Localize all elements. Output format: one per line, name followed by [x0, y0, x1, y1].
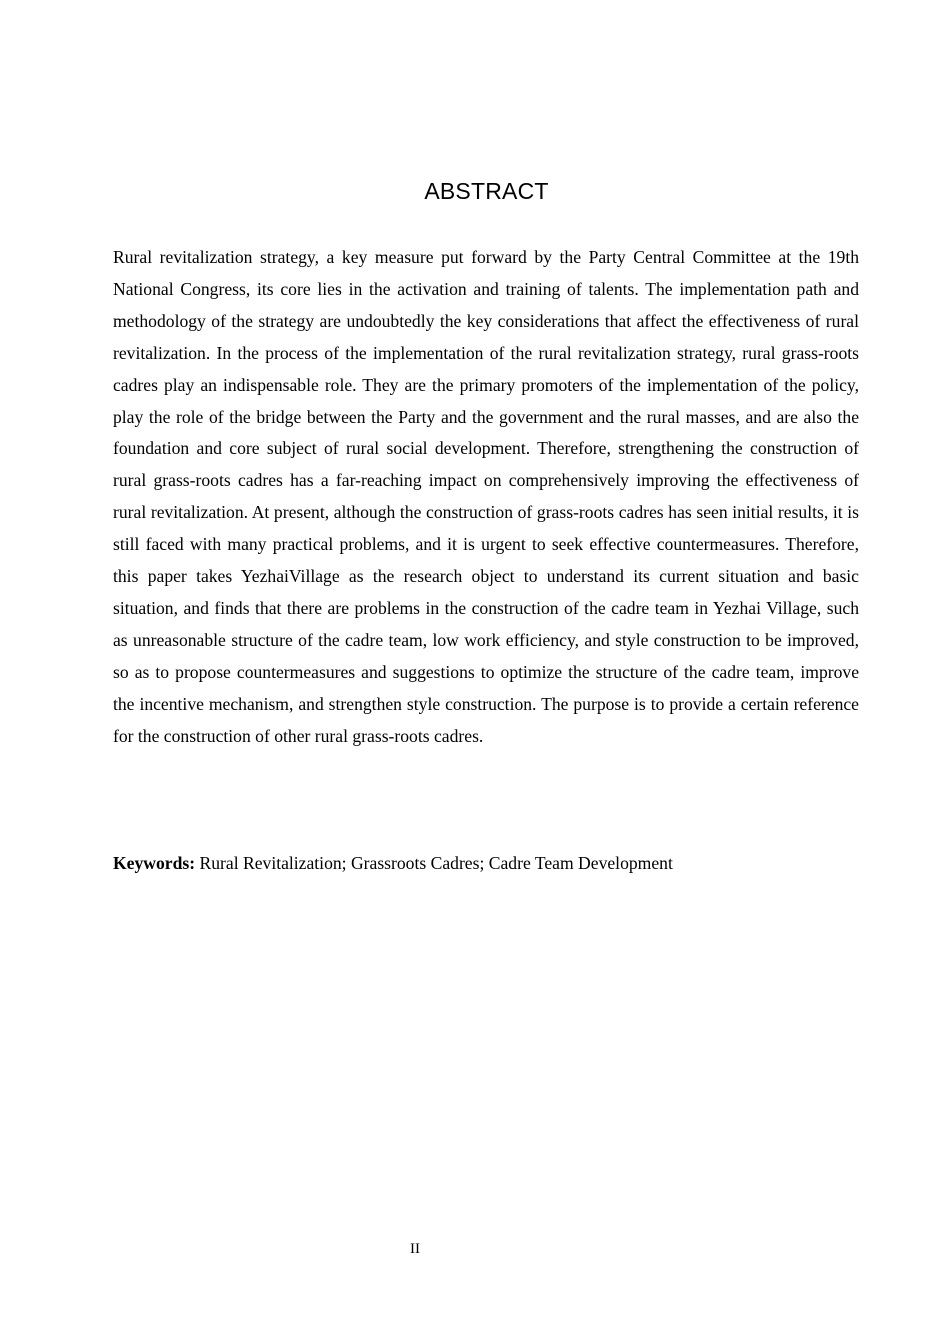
keywords-text: Rural Revitalization; Grassroots Cadres; Cadre Team Development [195, 853, 673, 873]
keywords-label: Keywords: [113, 853, 196, 873]
abstract-body-text: Rural revitalization strategy, a key measure put forward by the Party Central Committee at the 19th National Congress, its core lies in the activation and training of talents. The implementation path and methodology of the strategy are undoubtedly the key considerations that affect the effectiveness of rural revitalization. In the process of the implementation of the rural revitalization strategy, rural grass-roots cadres play an indispensable role. They are the primary promoters of the implementation of the policy, play the role of the bridge between the Party and the government and the rural masses, and are also the foundation and core subject of rural social development. Therefore, strengthening the construction of rural grass-roots cadres has a far-reaching impact on comprehensively improving the effectiveness of rural revitalization. At present, although the construction of grass-roots cadres has seen initial results, it is still faced with many practical problems, and it is urgent to seek effective countermeasures. Therefore, this paper takes YezhaiVillage as the research object to understand its current situation and basic situation, and finds that there are problems in the construction of the cadre team in Yezhai Village, such as unreasonable structure of the cadre team, low work efficiency, and style construction to be improved, so as to propose countermeasures and suggestions to optimize the structure of the cadre team, improve the incentive mechanism, and strengthen style construction. The purpose is to provide a certain reference for the construction of other rural grass-roots cadres. [113, 247, 859, 746]
page-number: II [410, 1241, 420, 1257]
keywords-line [113, 848, 859, 880]
abstract-title: ABSTRACT [424, 178, 549, 204]
